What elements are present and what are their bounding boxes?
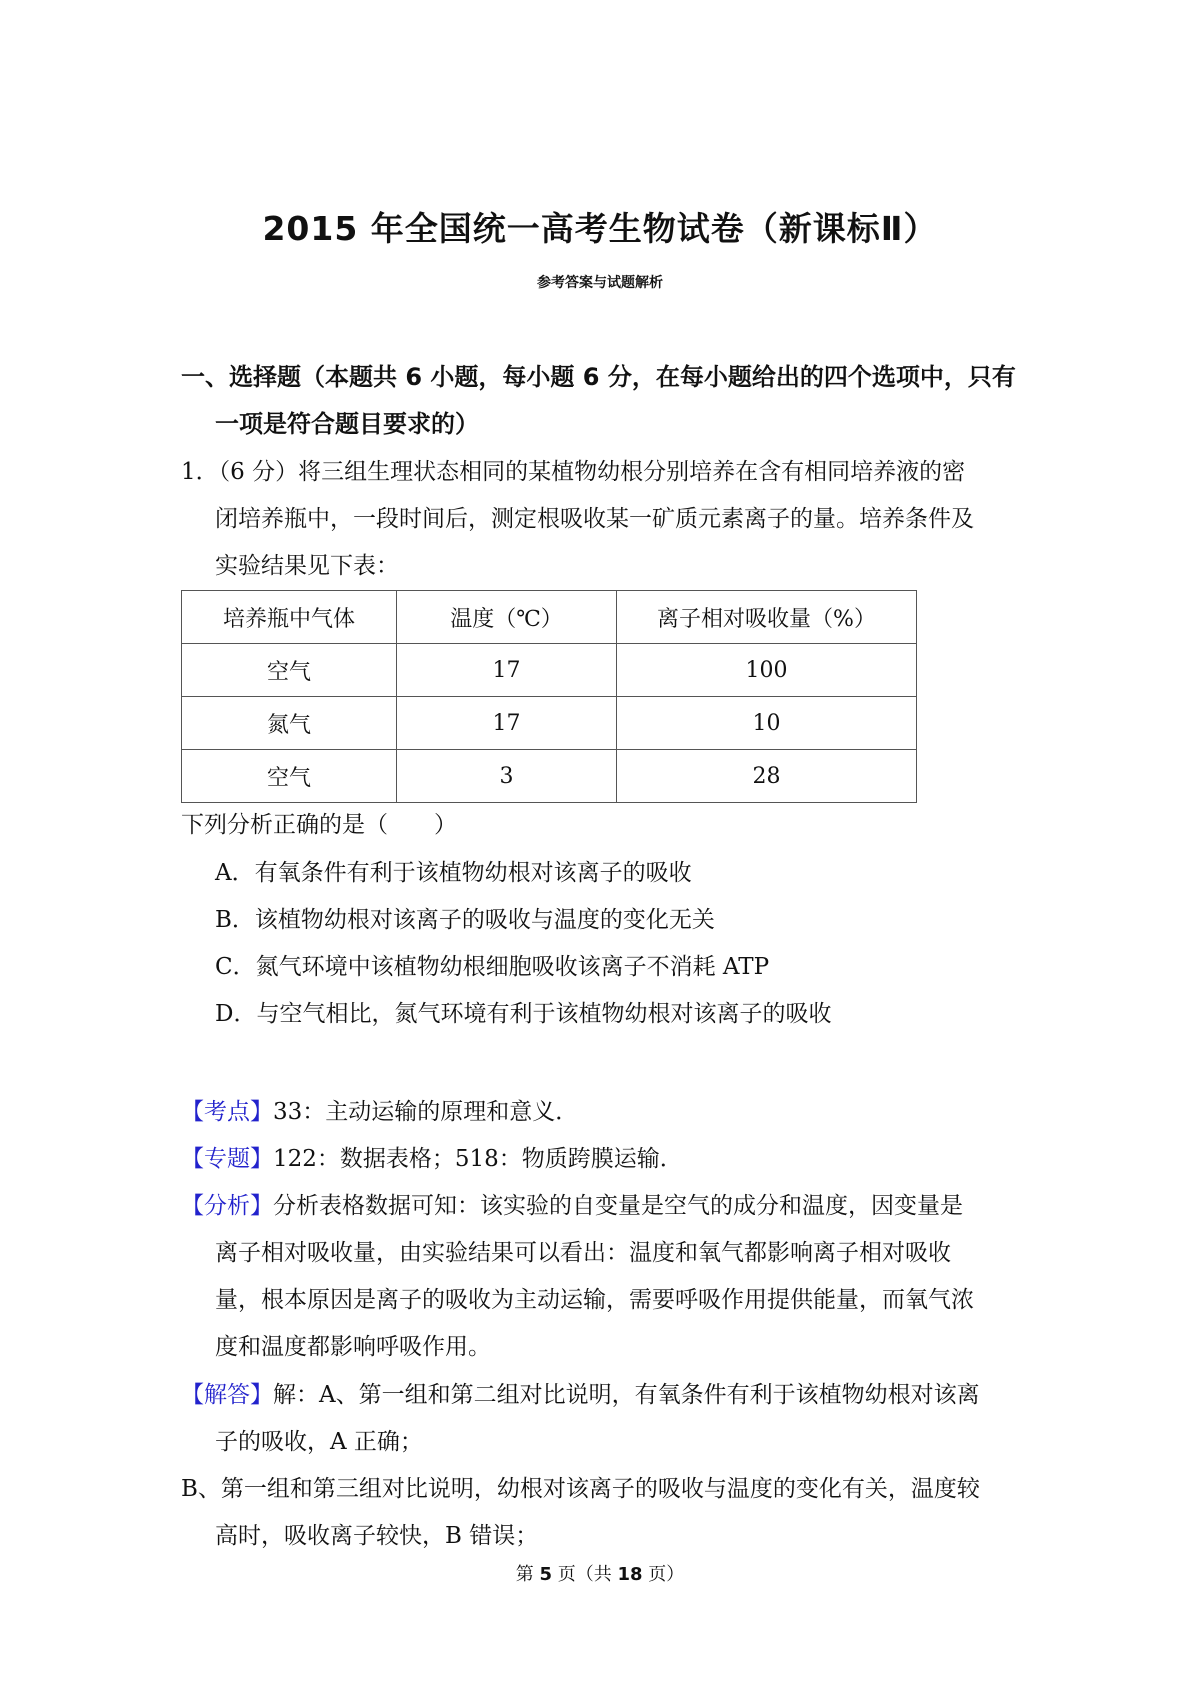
- kaodian-text: 33：主动运输的原理和意义．: [273, 1099, 579, 1125]
- fenxi-tag: 【分析】: [181, 1193, 273, 1219]
- footer-total-pages: 18: [617, 1564, 643, 1585]
- option-d: D．与空气相比，氮气环境有利于该植物幼根对该离子的吸收: [215, 1001, 832, 1027]
- footer-middle: 页（共: [557, 1564, 612, 1585]
- table-cell: 空气: [182, 750, 397, 803]
- footer-page-number: 5: [539, 1564, 552, 1585]
- zhuanti-line: [181, 1144, 683, 1174]
- fenxi-line2: 离子相对吸收量，由实验结果可以看出：温度和氧气都影响离子相对吸收: [215, 1240, 951, 1266]
- page-title: 2015 年全国统一高考生物试卷（新课标Ⅱ）: [262, 209, 938, 248]
- table-row: [182, 697, 917, 750]
- kaodian-line: [181, 1097, 578, 1127]
- jieda-line1: [181, 1380, 980, 1410]
- table-cell: 28: [617, 750, 917, 803]
- table-row: [182, 644, 917, 697]
- section-heading-line2: 一项是符合题目要求的）: [215, 410, 479, 438]
- table-cell: 氮气: [182, 697, 397, 750]
- question-stem-line3: 实验结果见下表：: [215, 553, 399, 579]
- fenxi-line4: 度和温度都影响呼吸作用。: [215, 1334, 491, 1360]
- option-b: B．该植物幼根对该离子的吸收与温度的变化无关: [215, 907, 715, 933]
- page-subtitle: 参考答案与试题解析: [537, 275, 663, 291]
- question-stem-line1: 1．（6 分）将三组生理状态相同的某植物幼根分别培养在含有相同培养液的密: [181, 459, 966, 485]
- option-c: C．氮气环境中该植物幼根细胞吸收该离子不消耗 ATP: [215, 954, 770, 980]
- kaodian-tag: 【考点】: [181, 1099, 273, 1125]
- table-cell: 3: [397, 750, 617, 803]
- option-a: A．有氧条件有利于该植物幼根对该离子的吸收: [215, 860, 692, 886]
- fenxi-line1: [181, 1191, 963, 1221]
- table-row: [182, 750, 917, 803]
- section-heading-line1: 一、选择题（本题共 6 小题，每小题 6 分，在每小题给出的四个选项中，只有: [181, 363, 1016, 391]
- table-header-cell: 培养瓶中气体: [182, 591, 397, 644]
- zhuanti-tag: 【专题】: [181, 1146, 273, 1172]
- results-table: [181, 590, 917, 803]
- footer-suffix: 页）: [648, 1564, 685, 1585]
- question-stem-line2: 闭培养瓶中，一段时间后，测定根吸收某一矿质元素离子的量。培养条件及: [215, 506, 974, 532]
- answer-b-line1: B、第一组和第三组对比说明，幼根对该离子的吸收与温度的变化有关，温度较: [181, 1476, 980, 1502]
- table-cell: 10: [617, 697, 917, 750]
- page-footer: [0, 1560, 1200, 1586]
- table-cell: 空气: [182, 644, 397, 697]
- fenxi-line3: 量，根本原因是离子的吸收为主动运输，需要呼吸作用提供能量，而氧气浓: [215, 1287, 974, 1313]
- zhuanti-text: 122：数据表格；518：物质跨膜运输．: [273, 1146, 683, 1172]
- jieda-text: 解：A、第一组和第二组对比说明，有氧条件有利于该植物幼根对该离: [273, 1382, 980, 1408]
- question-prompt: 下列分析正确的是（ ）: [181, 812, 457, 838]
- table-header-row: [182, 591, 917, 644]
- table-cell: 17: [397, 644, 617, 697]
- table-header-cell: 离子相对吸收量（%）: [617, 591, 917, 644]
- table-cell: 17: [397, 697, 617, 750]
- fenxi-text: 分析表格数据可知：该实验的自变量是空气的成分和温度，因变量是: [273, 1193, 963, 1219]
- jieda-line2: 子的吸收，A 正确；: [215, 1429, 423, 1455]
- answer-b-line2: 高时，吸收离子较快，B 错误；: [215, 1523, 539, 1549]
- table-cell: 100: [617, 644, 917, 697]
- footer-prefix: 第: [515, 1564, 534, 1585]
- jieda-tag: 【解答】: [181, 1382, 273, 1408]
- table-header-cell: 温度（℃）: [397, 591, 617, 644]
